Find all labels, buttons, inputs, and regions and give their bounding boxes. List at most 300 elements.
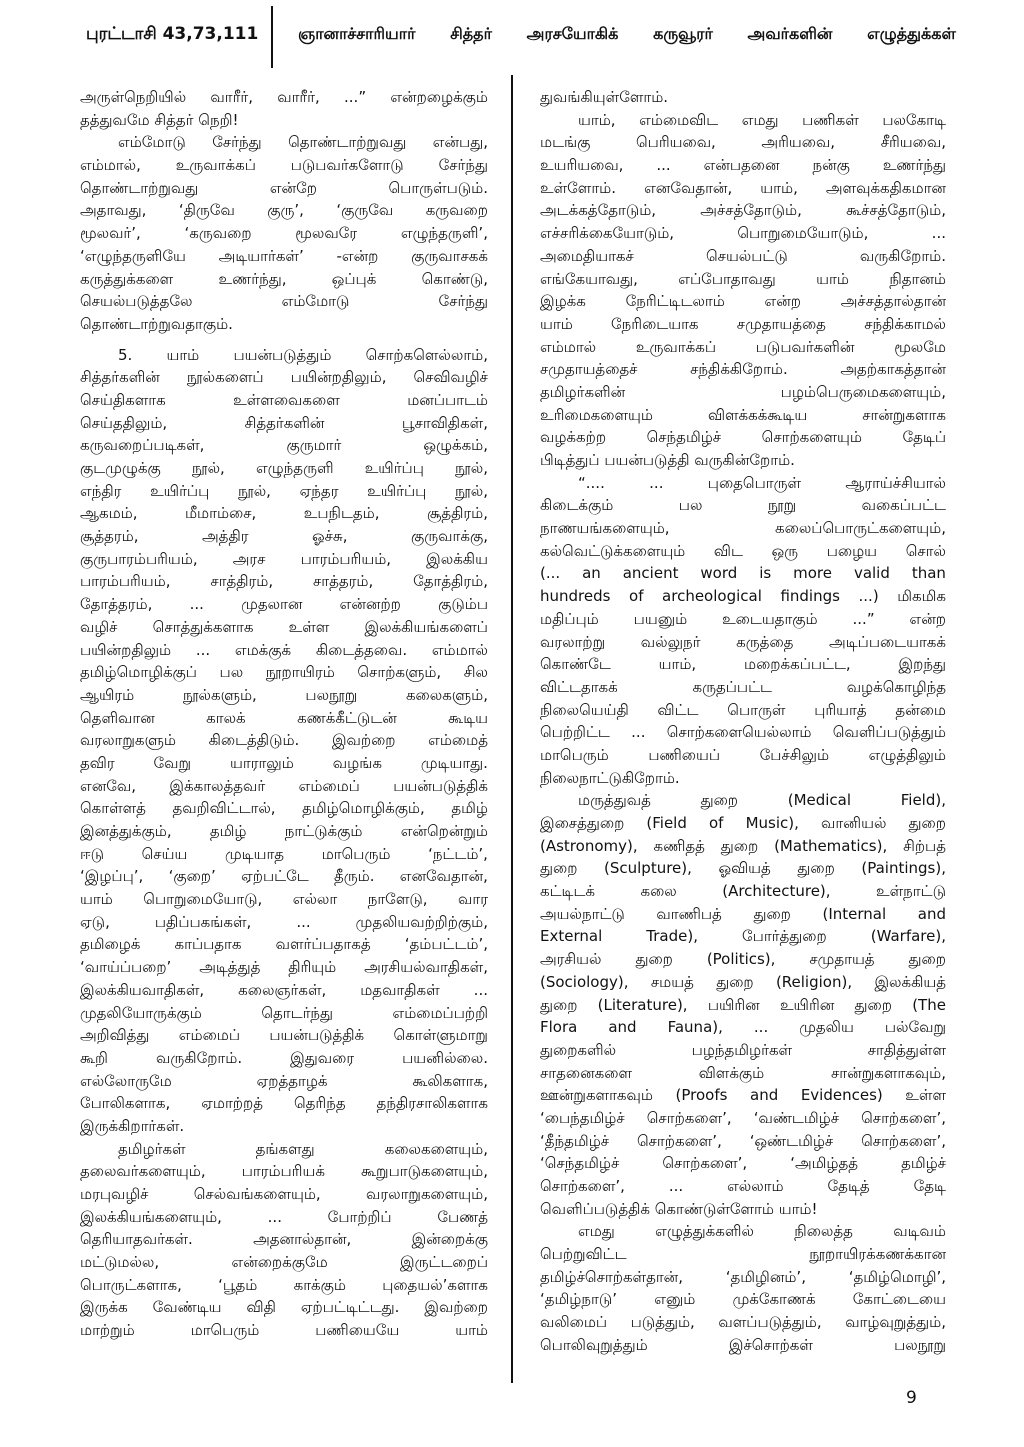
- text-line: [80, 1138, 488, 1161]
- word: தேடி: [913, 1177, 946, 1195]
- text-line: [80, 1047, 488, 1070]
- word: குடமுழுக்கு: [80, 459, 161, 477]
- word: (Proofs: [675, 1086, 728, 1105]
- text-line: [540, 1039, 946, 1062]
- word: தொடர்ந்து: [261, 1003, 334, 1022]
- word: உணர்ந்து,: [218, 269, 287, 288]
- word: ...: [753, 1018, 769, 1037]
- text-line: [540, 540, 946, 563]
- word: செய்ததிலும்,: [80, 413, 168, 432]
- word: சேர்ந்து: [438, 156, 488, 175]
- word: இருட்டறைப்: [400, 1253, 488, 1272]
- word: எழுத்திலும்: [868, 745, 946, 764]
- word: மீமாம்சை,: [184, 504, 257, 523]
- word: அளவுக்கதிகமான: [825, 178, 946, 197]
- word: (Literature),: [597, 995, 688, 1014]
- text-line: [540, 948, 946, 971]
- word: தோத்திரம்,: [413, 572, 488, 591]
- text-line: [540, 835, 946, 858]
- word: யாராலும்: [230, 753, 294, 772]
- word: (Mathematics),: [774, 836, 888, 855]
- word: இன்றைக்கு: [411, 1230, 488, 1249]
- word: மாபெரும்: [540, 745, 609, 764]
- text-line: [80, 1070, 488, 1093]
- word: ...: [668, 1177, 684, 1195]
- word: ...”: [852, 609, 875, 628]
- word: சூத்தரம்,: [80, 527, 139, 546]
- word: ஏற்பட்டே: [241, 867, 309, 886]
- word: ‘தம்பட்டம்’,: [404, 935, 488, 954]
- word: குருவாக்கு,: [411, 527, 488, 546]
- text-line: [540, 608, 946, 631]
- word: ஓவியத்: [718, 859, 771, 878]
- word: சொற்களையும்: [761, 428, 862, 447]
- word: (Architecture),: [722, 882, 831, 901]
- paragraph: [540, 86, 946, 109]
- word: ஞானாச்சாரியார்: [298, 24, 416, 43]
- word: கருத்தை: [736, 632, 794, 651]
- word: நூல்,: [191, 459, 225, 477]
- word: ஏற்பட்டிட்டது.: [300, 1298, 400, 1317]
- word: வளர்ப்பதாகத்: [275, 935, 371, 954]
- text-line: [80, 820, 488, 843]
- word: எங்கேயாவது,: [540, 269, 638, 288]
- word: பணியைப்: [648, 745, 721, 764]
- word: மாற்றும்: [80, 1321, 135, 1340]
- word: தந்திரசாலிகளாக: [376, 1094, 488, 1113]
- word: மூலவர்’,: [80, 224, 141, 243]
- word: -என்ற: [336, 246, 379, 265]
- word: சாத்தரம்,: [312, 572, 374, 591]
- word: ...: [473, 980, 488, 999]
- word: நன்கு: [812, 156, 850, 175]
- text-line: [540, 903, 946, 926]
- text-line: [540, 1311, 946, 1334]
- text-line: [540, 290, 946, 313]
- text-line: [540, 268, 946, 291]
- word: நாளேடு,: [367, 890, 428, 909]
- word: மட்டுமல்ல,: [80, 1253, 160, 1272]
- word: அதற்காகத்தான்: [840, 360, 946, 379]
- word: அடக்கத்தோடும்,: [540, 201, 657, 220]
- word: எழுத்துக்களில்: [655, 1222, 754, 1241]
- word: பொருள்: [727, 700, 786, 719]
- word: ஆகமம்,: [80, 504, 138, 523]
- word: பேணத்: [437, 1207, 488, 1226]
- word: முடியாது.: [420, 753, 488, 772]
- word: ‘கருவறை: [184, 224, 252, 243]
- word: ‘நட்டம்’,: [428, 844, 488, 863]
- text-line: [540, 336, 946, 359]
- word: கொள்ளத்: [80, 799, 146, 818]
- text-line: [540, 925, 946, 948]
- word: ...: [931, 224, 946, 243]
- word: காப்பதாக: [174, 935, 242, 954]
- word: எம்மைப்பற்றி: [392, 1003, 488, 1022]
- word: ஏந்தர: [299, 481, 339, 500]
- word: கிடைக்கும்: [540, 496, 614, 515]
- word: புதையல்’களாக: [382, 1275, 488, 1294]
- text-line: [80, 1319, 488, 1342]
- text-line: [540, 631, 946, 654]
- word: யாம்,: [578, 110, 616, 129]
- word: “....: [578, 473, 605, 492]
- word: தமிழ்: [451, 799, 488, 818]
- word: an: [582, 564, 601, 583]
- paragraph: [540, 789, 946, 1220]
- word: எழுத்துக்கள்: [867, 24, 956, 43]
- word: பயின்றதிலும்: [80, 640, 172, 659]
- word: (Internal: [822, 904, 887, 923]
- word: தலைவர்களையும்,: [80, 1162, 206, 1181]
- text-line: [540, 1288, 946, 1311]
- word: (Sociology),: [540, 972, 629, 991]
- word: சித்தர்களின்: [244, 413, 325, 432]
- word: தங்களது: [255, 1139, 315, 1158]
- word: தமிழ்: [209, 822, 247, 840]
- word: முதலியோருக்கும்: [80, 1003, 202, 1022]
- word: என்னற்ற: [339, 595, 401, 614]
- text-line: [540, 1243, 946, 1266]
- word: முதலியவற்றிற்கும்,: [355, 912, 488, 931]
- word: புரியாத்: [814, 700, 867, 719]
- word: (Paintings),: [861, 859, 946, 878]
- text-line: [80, 843, 488, 866]
- word: சொத்துக்களாக: [152, 617, 254, 636]
- text-line: நிலைநாட்டுகிறோம்.: [540, 768, 680, 787]
- word: காக்கும்: [293, 1275, 346, 1294]
- text-line: [80, 1024, 488, 1047]
- word: இலக்கிய: [426, 549, 488, 568]
- paragraph: [80, 344, 488, 1138]
- word: எனவேதான்,: [644, 178, 733, 197]
- word: பணியையே: [315, 1321, 400, 1340]
- word: வாணிபத்: [656, 904, 722, 923]
- word: ஒழுக்கம்,: [423, 436, 488, 455]
- text-line: [80, 1251, 488, 1274]
- text-line: [540, 1016, 946, 1039]
- text-line: [540, 562, 946, 585]
- word: சமுதாயத்தை: [736, 314, 826, 333]
- word: அதனால்தான்,: [253, 1230, 352, 1249]
- word: எமது: [741, 110, 779, 129]
- word: ‘இழப்பு’,: [80, 867, 144, 886]
- word: தோத்தரம்,: [80, 595, 153, 614]
- text-line: [80, 933, 488, 956]
- word: பூசாவிதிகள்,: [401, 413, 488, 432]
- word: பாரம்பரியக்: [241, 1162, 325, 1181]
- text-line: [80, 1274, 488, 1297]
- paragraph: [80, 1138, 488, 1342]
- word: ஏமாற்றத்: [201, 1094, 263, 1113]
- word: பயன்படுத்தும்: [233, 345, 332, 364]
- word: யாம்: [455, 1321, 488, 1340]
- word: முதலான: [241, 595, 303, 614]
- word: வாழ்வுறுத்தும்,: [845, 1313, 946, 1332]
- word: வடிவம்: [893, 1222, 946, 1241]
- word: பயன்படுத்திக்: [393, 776, 488, 795]
- word: பல்வேறு: [884, 1018, 946, 1037]
- text-line: [540, 676, 946, 699]
- word: உபநிடதம்,: [303, 504, 380, 523]
- word: நாணயங்களையும்,: [540, 519, 670, 538]
- word: கருவூரர்: [653, 24, 713, 43]
- word: துறை: [797, 859, 835, 878]
- word: (The: [912, 995, 946, 1014]
- word: External: [540, 927, 603, 946]
- word: வருகிறோம்.: [156, 1048, 243, 1067]
- word: பொறுமையோடும்,: [737, 224, 869, 243]
- word: சான்றுகளாகவும்,: [831, 1063, 946, 1082]
- text-line: [80, 639, 488, 662]
- word: தவறிவிட்டால்,: [172, 799, 276, 818]
- word: தெரியாதவர்கள்.: [80, 1230, 193, 1249]
- word: துறை: [716, 972, 754, 991]
- word: கூறுபாடுகளையும்,: [361, 1162, 488, 1181]
- word: அருள்நெறியில்: [80, 88, 187, 106]
- word: மதவாதிகள்: [360, 980, 440, 999]
- word: நூல்,: [455, 481, 488, 500]
- word: 5.: [118, 345, 133, 364]
- word: செல்வங்களையும்,: [193, 1185, 321, 1203]
- word: வரலாற்று: [540, 632, 606, 651]
- word: ‘வண்டமிழ்ச்: [753, 1108, 840, 1127]
- word: யாம்: [80, 890, 113, 909]
- word: துறைகளில்: [540, 1040, 617, 1059]
- word: நூல்களைப்: [186, 368, 264, 387]
- text-line: [80, 525, 488, 548]
- word: hundreds: [540, 587, 611, 606]
- word: தமிழ்ச்: [901, 1154, 946, 1173]
- word: நூல்களும்,: [182, 685, 257, 704]
- word: ஊன்றுகளாகவும்: [540, 1086, 653, 1105]
- text-line: [80, 1092, 488, 1115]
- text-line: [80, 268, 488, 291]
- word: மனப்பாடம்: [407, 390, 488, 409]
- word: ‘பைந்தமிழ்ச்: [540, 1108, 625, 1127]
- word: என்ற: [909, 609, 946, 628]
- text-line: [540, 1130, 946, 1153]
- word: சித்தர்களின்: [80, 368, 160, 387]
- word: ‘செந்தமிழ்ச்: [540, 1154, 620, 1173]
- word: ancient: [622, 564, 679, 583]
- word: மிகமிக: [897, 587, 946, 606]
- word: ...: [631, 723, 646, 742]
- text-line: [540, 653, 946, 676]
- word: வரலாறுகளையும்,: [366, 1185, 488, 1203]
- word: தேடிப்: [902, 428, 946, 447]
- paragraph: [540, 1220, 946, 1356]
- word: ‘திருவே: [178, 201, 235, 220]
- word: எந்திர: [80, 481, 122, 500]
- word: சமுதாயத்தைச்: [540, 360, 638, 379]
- word: (Field: [646, 814, 687, 832]
- word: முதலிய: [799, 1018, 854, 1037]
- word: நாட்டுக்கும்: [284, 822, 363, 840]
- word: எழுந்தருளி: [255, 459, 334, 477]
- word: எம்மைப்: [298, 776, 360, 795]
- word: நூல்,: [237, 481, 271, 500]
- word: எம்மைப்: [178, 1026, 240, 1045]
- word: துறை: [854, 995, 892, 1014]
- word: வெளிப்படுத்தும்: [832, 723, 946, 742]
- word: எல்லா: [292, 890, 338, 909]
- word: உயிர்ப்பு: [367, 481, 427, 500]
- text-line: [80, 888, 488, 911]
- word: யாம்: [540, 314, 573, 333]
- word: நூறாயிரம்: [265, 663, 335, 682]
- word: பயனும்: [633, 609, 688, 628]
- word: விட: [713, 541, 743, 560]
- word: ஏறத்தாழக்: [256, 1071, 328, 1090]
- word: சொற்களும்,: [357, 663, 442, 682]
- text-line: [80, 570, 488, 593]
- word: எம்மால்,: [80, 156, 141, 175]
- word: அயல்நாட்டு: [540, 904, 625, 923]
- text-line: தொண்டாற்றுவதாகும்.: [80, 314, 233, 333]
- text-line: [80, 593, 488, 616]
- text-line: [80, 865, 488, 888]
- word: குரு’,: [267, 201, 304, 220]
- word: சேர்ந்து: [438, 292, 488, 311]
- text-line: [80, 366, 488, 389]
- word: மூலமே: [894, 337, 946, 356]
- paragraph: [80, 86, 488, 131]
- word: முடியாத: [224, 844, 285, 863]
- text-line: [80, 752, 488, 775]
- word: பலநூறு: [894, 1335, 946, 1354]
- word: of: [708, 814, 724, 832]
- word: பெற்றுவிட்ட: [540, 1245, 627, 1264]
- word: விட்டதாகக்: [540, 677, 618, 696]
- word: பல: [678, 496, 703, 515]
- word: யாம்,: [760, 178, 798, 197]
- word: ‘வாய்ப்பறை’: [80, 958, 172, 977]
- word: அத்திர: [202, 527, 249, 546]
- word: ‘பூதம்: [218, 1275, 258, 1294]
- word: சமயத்: [650, 972, 694, 991]
- text-line: இருக்கிறார்கள்.: [80, 1116, 185, 1135]
- word: துறை: [908, 814, 946, 832]
- word: யாம்: [166, 345, 200, 364]
- word: ...): [858, 587, 879, 606]
- word: என்பது,: [432, 133, 488, 152]
- word: கணிதத்: [653, 836, 705, 855]
- issue-date: புரட்டாசி 43,73,111: [86, 24, 259, 44]
- word: திரியும்: [288, 958, 337, 977]
- text-line: [540, 1107, 946, 1130]
- text-line: [540, 426, 946, 449]
- word: ...: [649, 473, 664, 492]
- word: என்றைக்குமே: [231, 1253, 328, 1272]
- word: ஏடு,: [80, 912, 110, 931]
- word: (Politics),: [706, 950, 776, 969]
- word: கலை: [640, 882, 677, 901]
- word: செய்திகளாக: [80, 390, 166, 409]
- word: பொருட்களாக,: [80, 1275, 182, 1294]
- header-divider: [271, 6, 273, 68]
- word: கலைகளும்,: [405, 685, 488, 704]
- text-line: [80, 548, 488, 571]
- word: பழந்தமிழர்கள்: [691, 1040, 793, 1059]
- word: மடங்கு: [540, 133, 591, 152]
- word: ...: [189, 595, 204, 614]
- text-line: [540, 222, 946, 245]
- word: பதிப்பகங்கள்,: [154, 912, 252, 931]
- word: ‘எழுந்தருளியே: [80, 246, 186, 265]
- text-line: [80, 911, 488, 934]
- text-line: [540, 1266, 946, 1289]
- word: and: [917, 904, 946, 923]
- word: அரச: [232, 549, 266, 568]
- text-line: [540, 131, 946, 154]
- word: உருவாக்கப்: [175, 156, 256, 175]
- word: சில: [463, 663, 488, 682]
- word: Field),: [900, 791, 946, 810]
- word: சொற்களை’,: [861, 1131, 946, 1150]
- word: ‘குறை’: [168, 867, 216, 886]
- word: அரசயோகிக்: [526, 24, 619, 43]
- word: எழுந்தருளி’,: [400, 224, 488, 243]
- word: இலக்கியவாதிகள்,: [80, 980, 205, 999]
- text-line: [540, 1062, 946, 1085]
- word: படுபவர்களோடு: [290, 156, 404, 175]
- word: விதி: [246, 1298, 276, 1317]
- word: சொற்களை’,: [861, 1108, 946, 1127]
- word: உருவாக்கப்: [635, 337, 716, 356]
- word: more: [793, 564, 832, 583]
- word: மாபெரும்: [321, 844, 391, 863]
- word: துறை: [540, 859, 578, 878]
- word: எம்மைவிட: [639, 110, 719, 129]
- word: இலக்கியங்களைப்: [364, 617, 488, 636]
- word: மதிப்பும்: [540, 609, 599, 628]
- text-line: [80, 412, 488, 435]
- word: அரசியல்வாதிகள்,: [364, 958, 488, 977]
- word: ‘தமிழ்நாடு’: [540, 1290, 617, 1309]
- word: அடியார்கள்’: [218, 246, 304, 265]
- word: வழங்க: [332, 753, 382, 772]
- word: செயல்பட்டு: [705, 246, 788, 265]
- word: சொற்களை’,: [636, 1131, 722, 1150]
- word: Evidences): [800, 1086, 883, 1105]
- word: உள்ள: [905, 1086, 946, 1105]
- text-line: [80, 177, 488, 200]
- text-line: [540, 494, 946, 517]
- word: வரலாறுகளும்: [80, 731, 176, 750]
- word: ...: [296, 912, 311, 931]
- text-line: [540, 789, 946, 812]
- word: பயன்படுத்திக்: [269, 1026, 365, 1045]
- column-right: [540, 86, 946, 1357]
- word: பொலிவுறுத்தும்: [540, 1335, 648, 1354]
- word: உரிமைகளையும்: [540, 405, 653, 424]
- text-line: [540, 1334, 946, 1357]
- word: ஈடு: [80, 844, 104, 863]
- word: இவற்றை: [331, 731, 396, 750]
- word: இழக்க: [540, 292, 586, 311]
- word: அறிவித்து: [80, 1026, 150, 1045]
- word: கிடைத்தவை.: [315, 640, 408, 659]
- word: ‘தீந்தமிழ்ச்: [540, 1131, 610, 1150]
- word: (Medical: [787, 791, 852, 810]
- word: நிலைத்த: [794, 1222, 853, 1241]
- word: உணர்ந்து: [882, 156, 946, 175]
- text-line: [80, 222, 488, 245]
- word: பேச்சிலும்: [759, 745, 830, 764]
- text-line: [540, 358, 946, 381]
- word: உயிர்ப்பு: [364, 459, 424, 477]
